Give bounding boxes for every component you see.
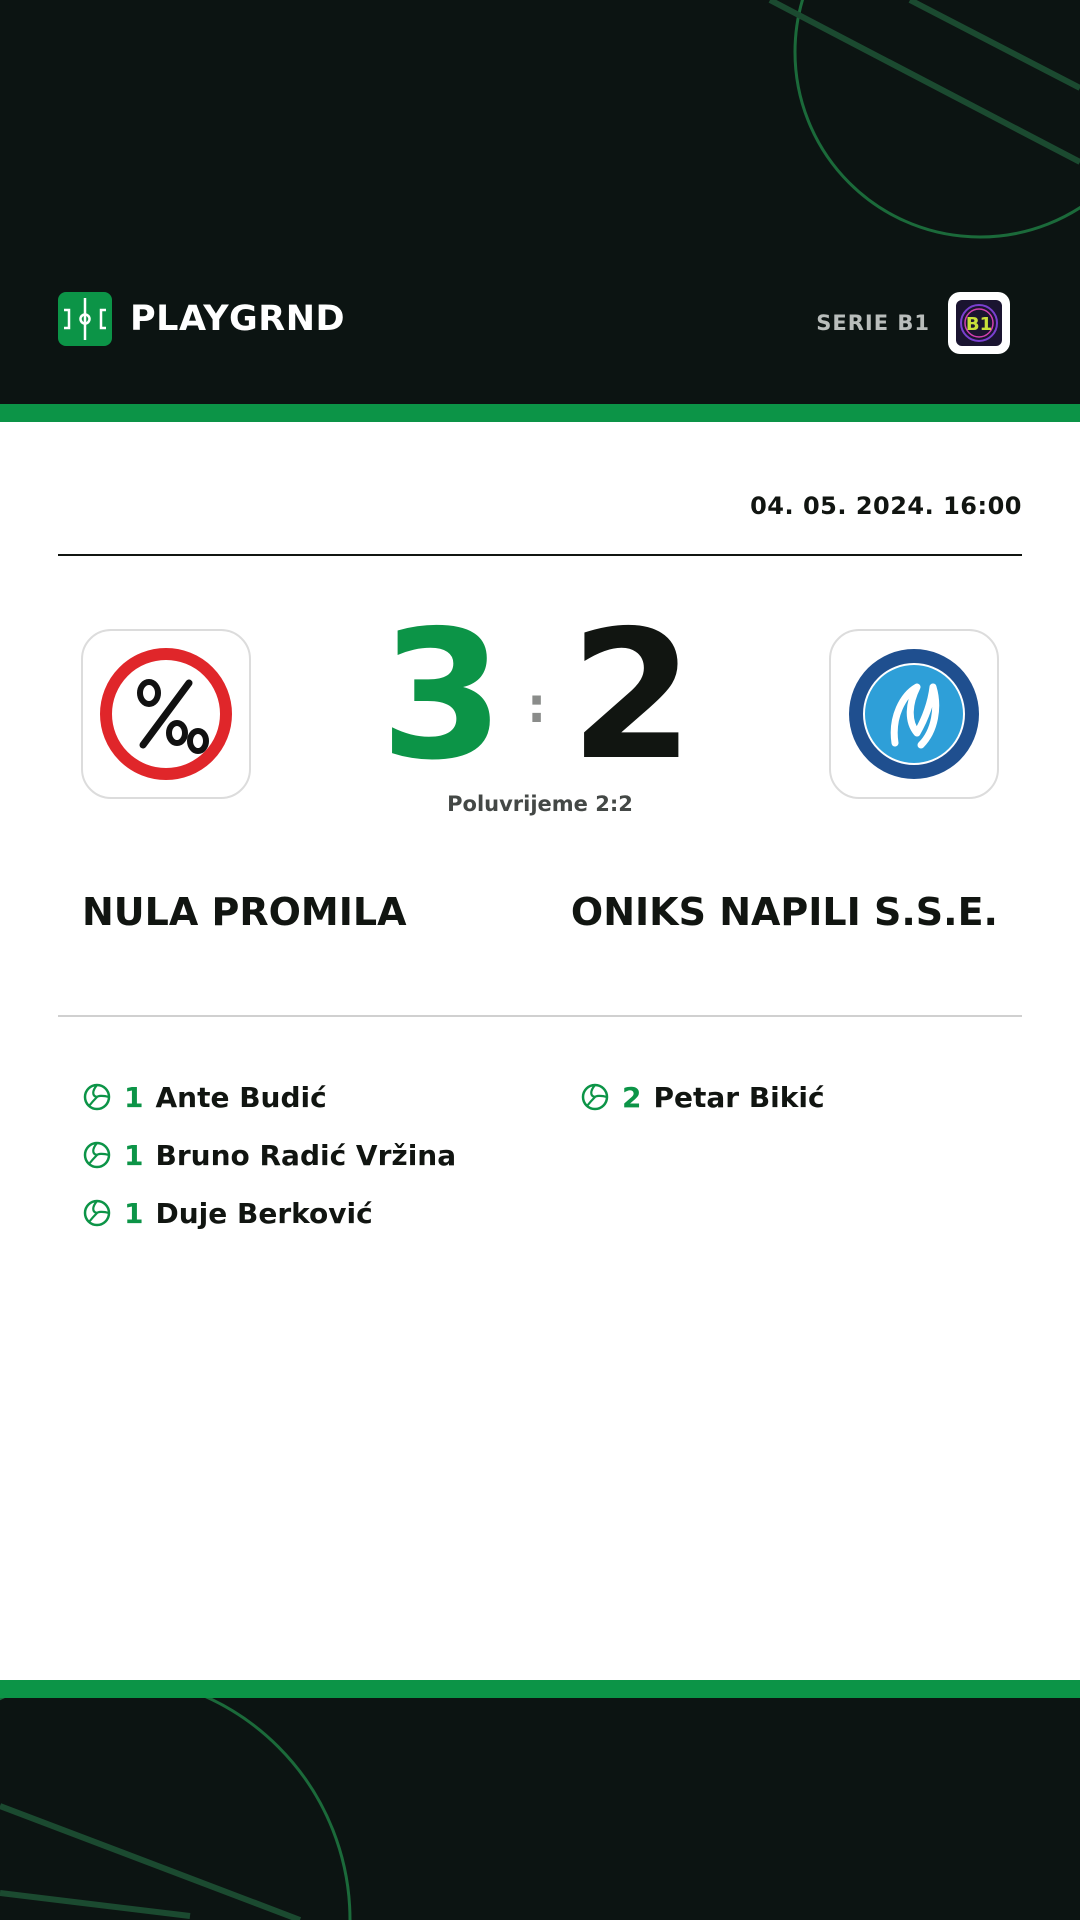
serie-b1-badge-icon [948,292,1010,354]
halftime-score: Poluvrijeme 2:2 [447,792,633,816]
scorer-row[interactable] [82,1068,456,1126]
match-datetime: 04. 05. 2024. 16:00 [750,492,1022,520]
scorer-row[interactable] [82,1126,456,1184]
ball-icon [580,1082,610,1112]
player-name: Duje Berković [155,1196,373,1230]
player-name: Petar Bikić [653,1080,825,1114]
league-name: SERIE B1 [816,311,930,335]
header-accent-stripe [0,404,1080,422]
svg-text:B1: B1 [965,314,993,335]
score-separator: : [527,678,547,734]
scorer-row[interactable] [82,1184,456,1242]
away-team-logo[interactable] [829,629,999,799]
player-name: Ante Budić [155,1080,327,1114]
away-score: 2 [570,592,694,799]
ball-icon [82,1082,112,1112]
goal-count: 1 [124,1138,144,1172]
footer-accent-stripe [0,1680,1080,1698]
napili-crest-icon [847,647,981,781]
away-team-name[interactable]: ONIKS NAPILI S.S.E. [570,890,998,934]
home-score: 3 [380,592,504,799]
divider [58,1015,1022,1017]
ball-icon [82,1140,112,1170]
brand[interactable] [58,292,345,346]
header [0,0,1080,404]
footer [0,1698,1080,1920]
home-team-name[interactable]: NULA PROMILA [82,890,407,934]
divider [58,554,1022,556]
player-name: Bruno Radić Vržina [155,1138,457,1172]
away-scorers-list [580,1068,825,1126]
goal-count: 1 [124,1080,144,1114]
brand-name: PLAYGRND [130,299,346,339]
pitch-icon [58,292,112,346]
pitch-lines-decoration [0,1698,1080,1920]
league[interactable] [816,292,1010,354]
ball-icon [82,1198,112,1228]
home-scorers-list [82,1068,456,1242]
goal-count: 2 [622,1080,642,1114]
goal-count: 1 [124,1196,144,1230]
scorer-row[interactable] [580,1068,825,1126]
